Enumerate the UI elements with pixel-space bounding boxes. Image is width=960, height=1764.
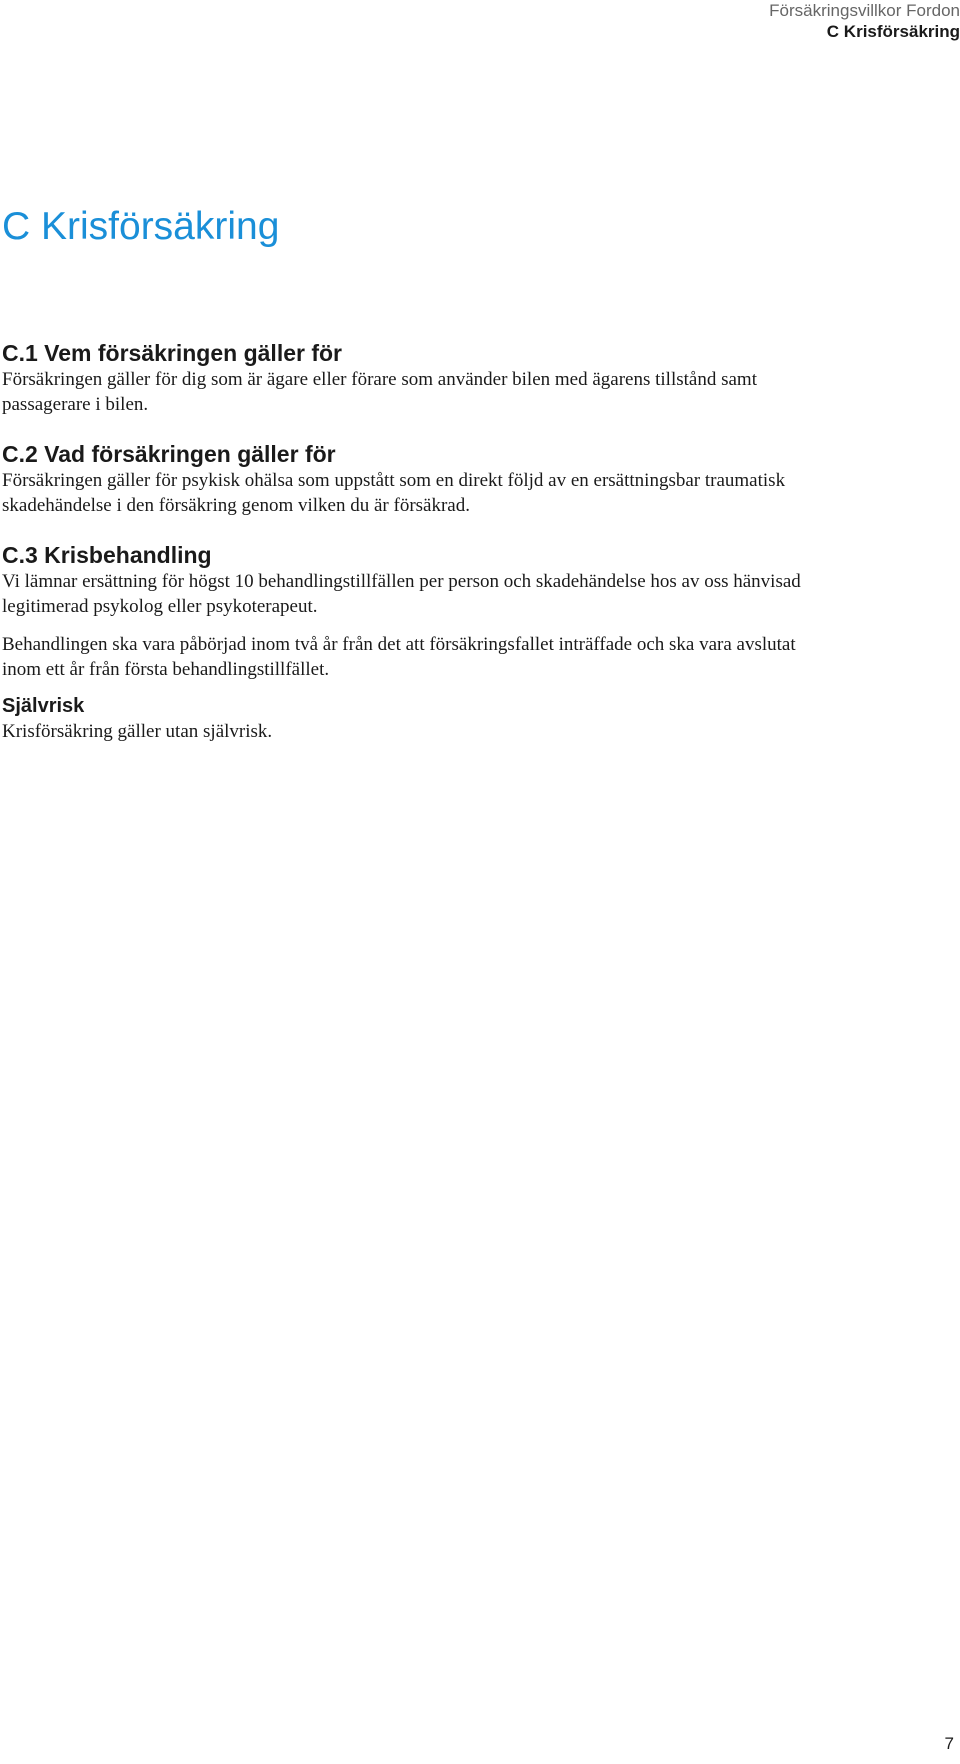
- section-paragraph: Behandlingen ska vara påbörjad inom två år från det att försäkringsfallet inträffade och ska vara avslutat inom ett år från första behandlingstillfället.: [2, 634, 796, 680]
- section-sjalvrisk: [2, 694, 802, 744]
- section-paragraph: Försäkringen gäller för dig som är ägare eller förare som använder bilen med ägarens tillstånd samt passagerare i bilen.: [2, 369, 757, 415]
- section-paragraph: Vi lämnar ersättning för högst 10 behandlingstillfällen per person och skadehändelse hos av oss hänvisad legitimerad psykolog eller psykoterapeut.: [2, 571, 801, 617]
- section-c3: [2, 542, 802, 682]
- running-header: [260, 0, 960, 42]
- document-title: Försäkringsvillkor Fordon: [769, 1, 960, 20]
- page-number: 7: [944, 1734, 954, 1753]
- section-heading: C.2 Vad försäkringen gäller för: [2, 441, 336, 467]
- section-paragraph: Krisförsäkring gäller utan självrisk.: [2, 721, 273, 742]
- section-c1: [2, 340, 802, 417]
- page-title: C Krisförsäkring: [2, 205, 280, 248]
- section-c2: [2, 441, 802, 518]
- chapter-name: C Krisförsäkring: [826, 22, 960, 41]
- section-paragraph: Försäkringen gäller för psykisk ohälsa som uppstått som en direkt följd av en ersättningsbar traumatisk skadehändelse i den försäkring genom vilken du är försäkrad.: [2, 470, 786, 516]
- section-heading: Självrisk: [2, 695, 85, 717]
- document-body: [2, 340, 802, 744]
- section-heading: C.3 Krisbehandling: [2, 542, 212, 568]
- section-heading: C.1 Vem försäkringen gäller för: [2, 340, 343, 366]
